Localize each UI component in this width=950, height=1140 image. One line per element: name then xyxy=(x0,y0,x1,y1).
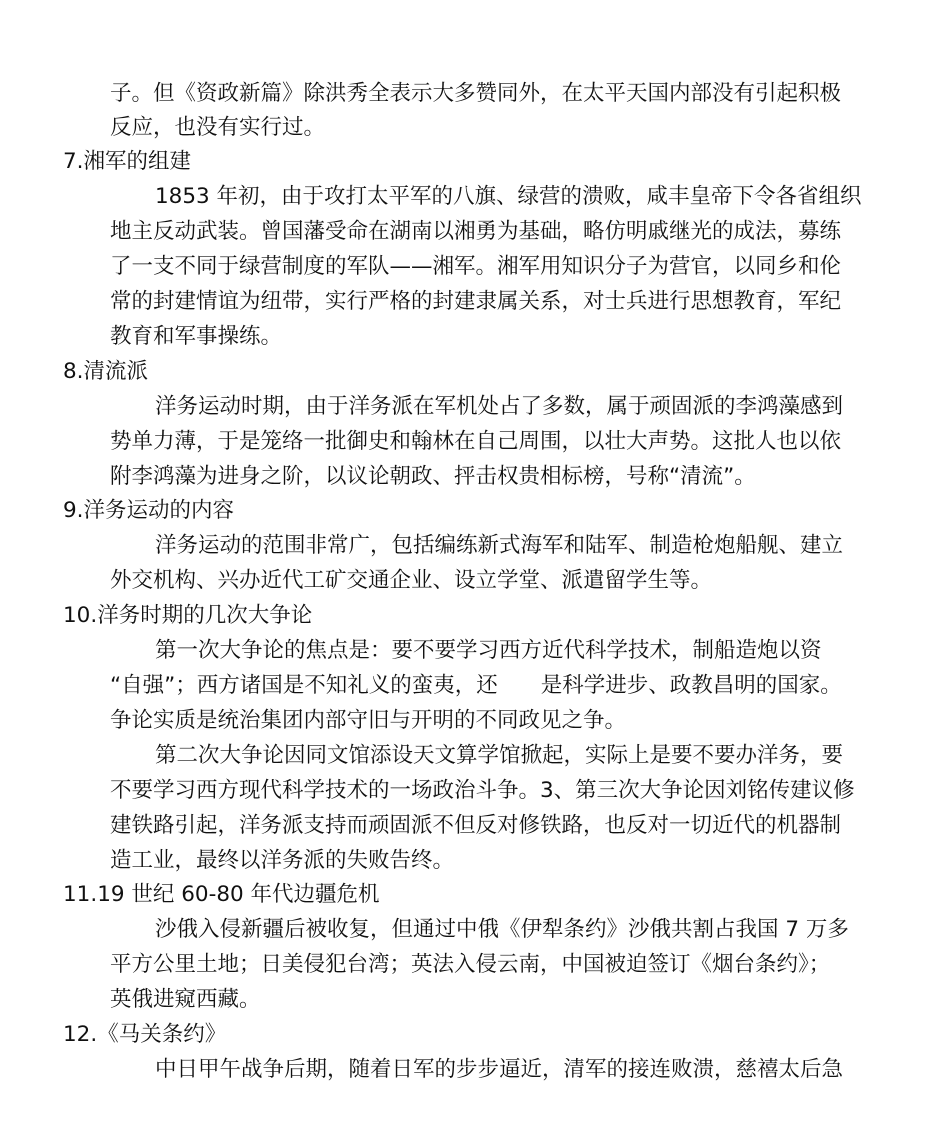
paragraph-line: 第二次大争论因同文馆添设天文算学馆掀起，实际上是要不要办洋务，要 xyxy=(155,743,844,768)
paragraph-line: 洋务运动时期，由于洋务派在军机处占了多数，属于顽固派的李鸿藻感到 xyxy=(155,394,844,419)
paragraph-line: 教育和军事操练。 xyxy=(110,324,283,349)
paragraph-line: 造工业，最终以洋务派的失败告终。 xyxy=(110,848,455,873)
paragraph-line: 了一支不同于绿营制度的军队——湘军。湘军用知识分子为营官，以同乡和伦 xyxy=(110,254,842,279)
paragraph-line: 外交机构、兴办近代工矿交通企业、设立学堂、派遣留学生等。 xyxy=(110,568,713,593)
paragraph-line: 附李鸿藻为进身之阶，以议论朝政、抨击权贵相标榜，号称“清流”。 xyxy=(110,464,756,489)
section-heading: 9.洋务运动的内容 xyxy=(63,498,235,523)
paragraph-line: 建铁路引起，洋务派支持而顽固派不但反对修铁路，也反对一切近代的机器制 xyxy=(110,813,842,838)
paragraph-line: 常的封建情谊为纽带，实行严格的封建隶属关系，对士兵进行思想教育，军纪 xyxy=(110,289,842,314)
paragraph-line: 中日甲午战争后期，随着日军的步步逼近，清军的接连败溃，慈禧太后急 xyxy=(155,1057,844,1082)
paragraph-line: 不要学习西方现代科学技术的一场政治斗争。3、第三次大争论因刘铭传建议修 xyxy=(110,778,855,803)
section-heading: 8.清流派 xyxy=(63,359,149,384)
paragraph-line: 子。但《资政新篇》除洪秀全表示大多赞同外，在太平天国内部没有引起积极 xyxy=(110,81,842,106)
paragraph-line: 洋务运动的范围非常广，包括编练新式海军和陆军、制造枪炮船舰、建立 xyxy=(155,533,844,558)
paragraph-line: 势单力薄，于是笼络一批御史和翰林在自己周围，以壮大声势。这批人也以依 xyxy=(110,429,842,454)
paragraph-line: “自强”；西方诸国是不知礼义的蛮夷，还 是科学进步、政教昌明的国家。 xyxy=(110,673,842,698)
paragraph-line: 1853 年初，由于攻打太平军的八旗、绿营的溃败，咸丰皇帝下令各省组织 xyxy=(155,184,862,209)
paragraph-line: 第一次大争论的焦点是：要不要学习西方近代科学技术，制船造炮以资 xyxy=(155,638,822,663)
section-heading: 7.湘军的组建 xyxy=(63,149,192,174)
section-heading: 11.19 世纪 60-80 年代边疆危机 xyxy=(63,882,380,907)
paragraph-line: 争论实质是统治集团内部守旧与开明的不同政见之争。 xyxy=(110,708,627,733)
paragraph-line: 反应，也没有实行过。 xyxy=(110,115,326,140)
section-heading: 10.洋务时期的几次大争论 xyxy=(63,603,313,628)
paragraph-line: 沙俄入侵新疆后被收复，但通过中俄《伊犁条约》沙俄共割占我国 7 万多 xyxy=(155,917,849,942)
paragraph-line: 英俄进窥西藏。 xyxy=(110,987,261,1012)
section-heading: 12.《马关条约》 xyxy=(63,1022,227,1047)
paragraph-line: 平方公里土地；日美侵犯台湾；英法入侵云南，中国被迫签订《烟台条约》； xyxy=(110,952,831,977)
paragraph-line: 地主反动武装。曾国藩受命在湖南以湘勇为基础，略仿明戚继光的成法，募练 xyxy=(110,219,842,244)
